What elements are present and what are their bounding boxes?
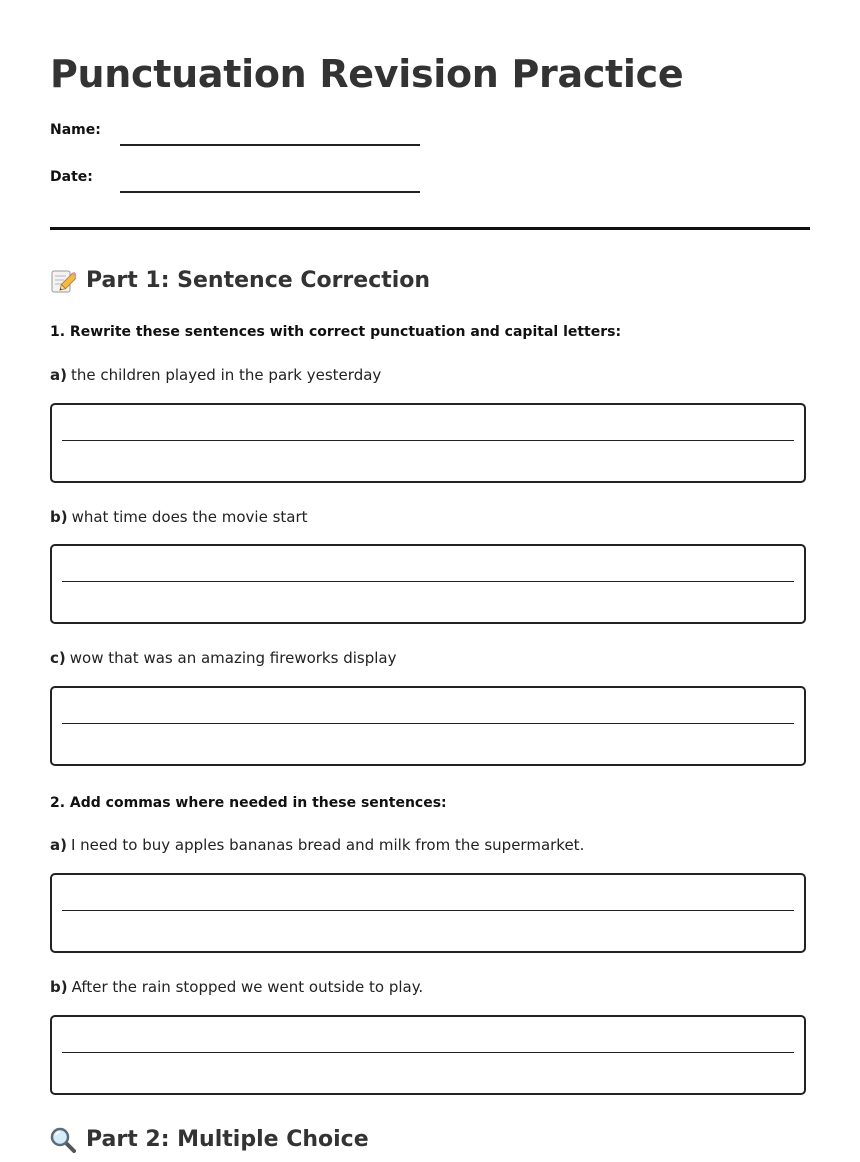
writing-line <box>62 1052 794 1053</box>
q1-item-b <box>50 508 308 526</box>
answer-box-q1c[interactable] <box>50 686 806 766</box>
memo-pencil-icon <box>50 268 76 294</box>
item-letter: b) <box>50 978 68 996</box>
writing-line <box>62 440 794 441</box>
q1-item-c <box>50 649 396 667</box>
name-input-line[interactable] <box>120 144 420 146</box>
item-text: what time does the movie start <box>71 508 308 526</box>
magnifying-glass-icon <box>50 1127 76 1153</box>
answer-box-q1b[interactable] <box>50 544 806 624</box>
answer-box-q1a[interactable] <box>50 403 806 483</box>
part2-heading <box>50 1125 369 1155</box>
page-title: Punctuation Revision Practice <box>50 52 684 96</box>
date-label: Date: <box>50 169 93 185</box>
item-letter: c) <box>50 649 66 667</box>
part1-heading <box>50 266 430 296</box>
date-field <box>50 165 430 195</box>
item-text: wow that was an amazing fireworks display <box>69 649 397 667</box>
date-input-line[interactable] <box>120 191 420 193</box>
item-letter: a) <box>50 836 67 854</box>
item-letter: a) <box>50 366 67 384</box>
question-1-prompt: 1. Rewrite these sentences with correct punctuation and capital letters: <box>50 324 622 340</box>
q2-item-a <box>50 836 584 854</box>
item-text: After the rain stopped we went outside to play. <box>71 978 424 996</box>
name-field <box>50 118 430 148</box>
writing-line <box>62 581 794 582</box>
writing-line <box>62 910 794 911</box>
answer-box-q2a[interactable] <box>50 873 806 953</box>
answer-box-q2b[interactable] <box>50 1015 806 1095</box>
header-divider <box>50 227 810 230</box>
name-label: Name: <box>50 122 101 138</box>
q1-item-a <box>50 366 381 384</box>
q2-item-b <box>50 978 423 996</box>
item-letter: b) <box>50 508 68 526</box>
part2-heading-text: Part 2: Multiple Choice <box>86 1127 369 1152</box>
item-text: I need to buy apples bananas bread and milk from the supermarket. <box>70 836 585 854</box>
item-text: the children played in the park yesterday <box>70 366 382 384</box>
writing-line <box>62 723 794 724</box>
question-2-prompt: 2. Add commas where needed in these sentences: <box>50 795 447 811</box>
part1-heading-text: Part 1: Sentence Correction <box>86 268 431 293</box>
